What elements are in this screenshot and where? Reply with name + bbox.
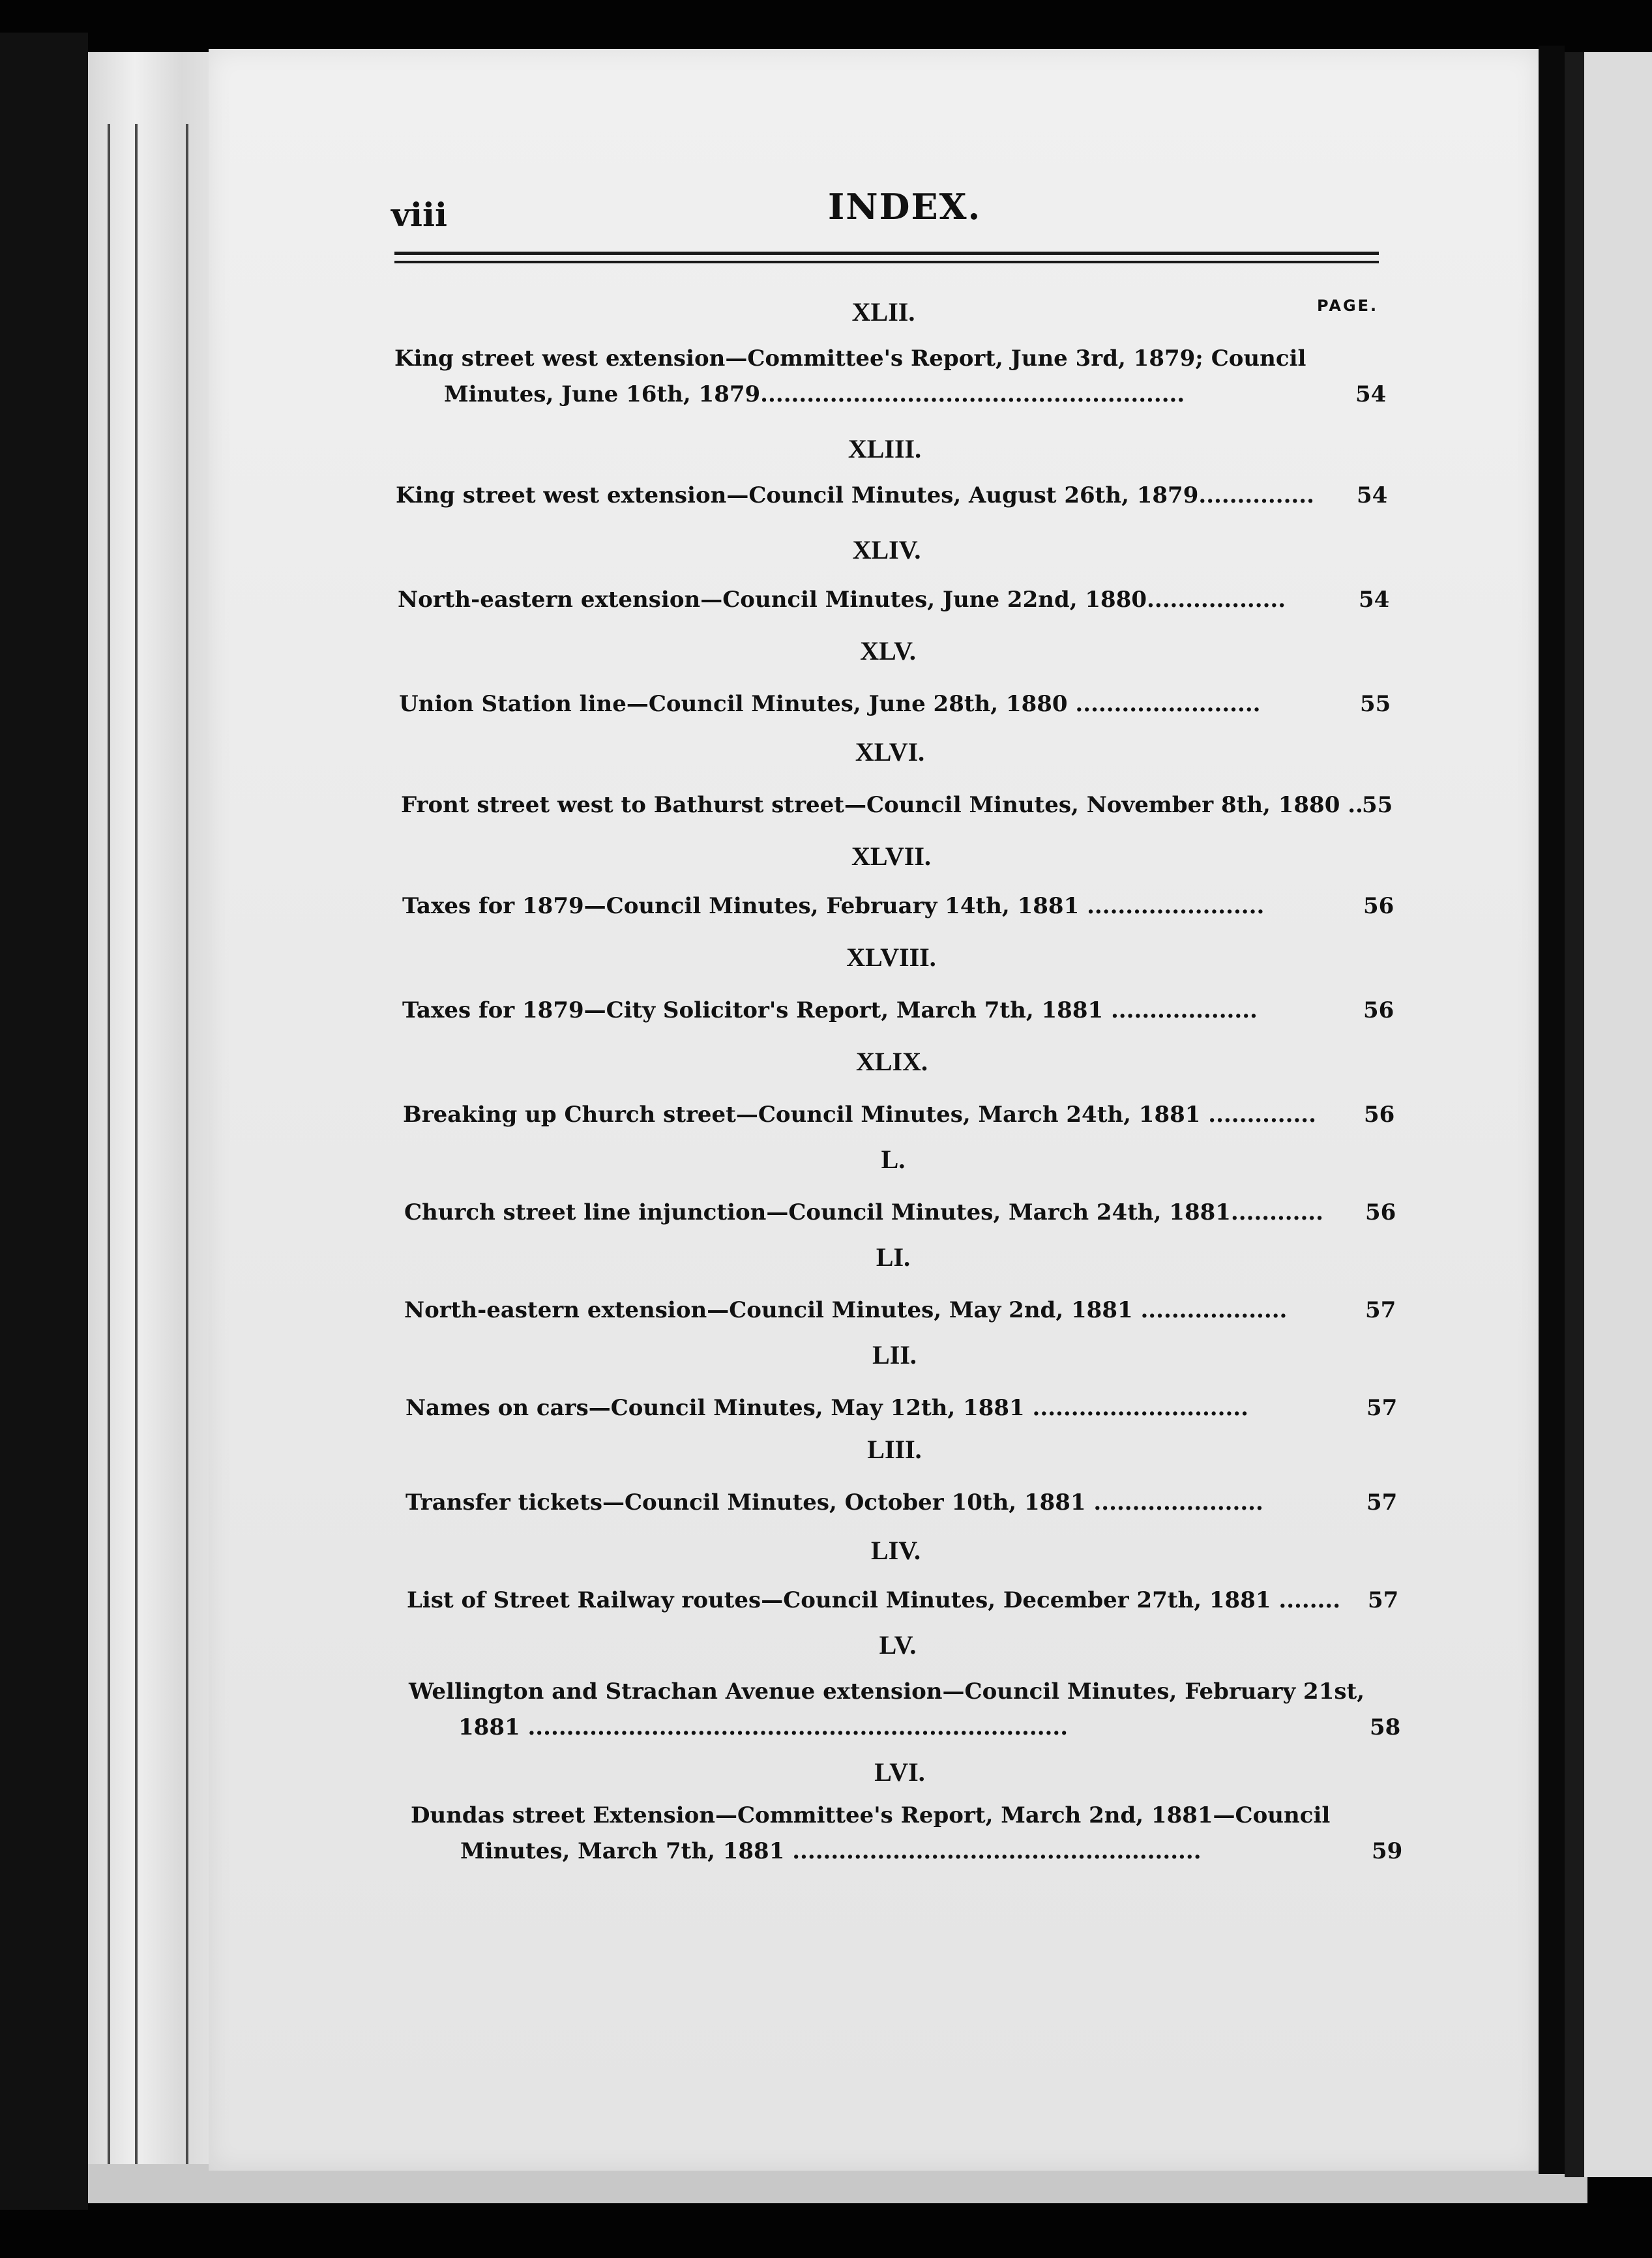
stack-line	[186, 124, 188, 2197]
entry-page-number: 58	[1370, 1714, 1401, 1740]
entry-text-line: North-eastern extension—Council Minutes, June 22nd, 1880..................	[398, 587, 1286, 613]
entry-numeral: XLVI.	[855, 737, 925, 767]
entry-numeral: XLII.	[851, 297, 915, 327]
entry-page-number: 56	[1364, 1102, 1395, 1128]
entry-numeral: XLIII.	[848, 434, 922, 463]
entry-numeral: L.	[881, 1145, 906, 1174]
entry-text-line: Union Station line—Council Minutes, June 28th, 1880 ........................	[399, 691, 1261, 717]
entry-page-number: 56	[1363, 893, 1394, 919]
entry-numeral: LII.	[872, 1340, 917, 1370]
entry-text-line: King street west extension—Council Minutes, August 26th, 1879...............	[396, 482, 1314, 508]
page-number: viii	[391, 196, 448, 234]
entry-text-line: Front street west to Bathurst street—Council Minutes, November 8th, 1880 ..	[401, 792, 1363, 818]
entry-numeral: XLVII.	[851, 842, 931, 871]
entry-page-number: 55	[1362, 792, 1393, 818]
entry-page-number: 54	[1355, 381, 1387, 407]
entry-numeral: XLIV.	[852, 535, 921, 564]
entry-text-line: Taxes for 1879—Council Minutes, February 14th, 1881 .......................	[402, 893, 1265, 919]
entry-page-number: 56	[1363, 997, 1394, 1023]
page-gutter-shadow	[1539, 46, 1565, 2174]
stack-line	[135, 124, 138, 2197]
entry-page-number: 59	[1372, 1838, 1403, 1864]
entry-numeral: LI.	[876, 1242, 911, 1272]
entry-numeral: XLV.	[860, 636, 916, 666]
entry-numeral: LVI.	[874, 1757, 925, 1787]
entry-text-line: Dundas street Extension—Committee's Report, March 2nd, 1881—Council	[411, 1802, 1331, 1828]
entry-text-line: King street west extension—Committee's Report, June 3rd, 1879; Council	[394, 345, 1306, 372]
entry-text-line: Minutes, June 16th, 1879.......................................................	[444, 381, 1185, 407]
entry-text-line: Breaking up Church street—Council Minutes, March 24th, 1881 ..............	[403, 1102, 1316, 1128]
entry-numeral: LV.	[879, 1630, 917, 1660]
entry-page-number: 57	[1366, 1489, 1398, 1516]
entry-page-number: 55	[1360, 691, 1391, 717]
entry-text-line: Names on cars—Council Minutes, May 12th, 1881 ............................	[406, 1395, 1248, 1421]
entry-page-number: 54	[1359, 587, 1390, 613]
entry-numeral: LIII.	[867, 1435, 922, 1464]
entry-text-line: Taxes for 1879—City Solicitor's Report, March 7th, 1881 ...................	[402, 997, 1258, 1023]
entry-page-number: 57	[1365, 1297, 1396, 1323]
facing-page-shadow	[1565, 52, 1584, 2177]
entry-page-number: 56	[1365, 1199, 1396, 1225]
entry-page-number: 54	[1357, 482, 1388, 508]
entry-numeral: XLVIII.	[846, 943, 936, 972]
header-rule	[394, 252, 1379, 255]
entry-text-line: Wellington and Strachan Avenue extension—Council Minutes, February 21st,	[409, 1679, 1365, 1705]
entry-text-line: Church street line injunction—Council Minutes, March 24th, 1881............	[404, 1199, 1323, 1225]
stack-line	[108, 124, 110, 2197]
entry-numeral: XLIX.	[855, 1047, 928, 1076]
entry-text-line: Transfer tickets—Council Minutes, October 10th, 1881 ......................	[406, 1489, 1263, 1516]
entry-text-line: North-eastern extension—Council Minutes, May 2nd, 1881 ...................	[404, 1297, 1288, 1323]
entry-text-line: 1881 ......................................................................	[458, 1714, 1069, 1740]
entry-page-number: 57	[1366, 1395, 1398, 1421]
page-title: INDEX.	[828, 186, 982, 227]
entry-numeral: LIV.	[871, 1536, 921, 1565]
entry-text-line: List of Street Railway routes—Council Minutes, December 27th, 1881 ........	[407, 1587, 1341, 1613]
header-rule	[394, 261, 1379, 263]
entry-text-line: Minutes, March 7th, 1881 .....................................................	[460, 1838, 1202, 1864]
entry-page-number: 57	[1368, 1587, 1399, 1613]
page-column-label: PAGE.	[1317, 297, 1379, 315]
left-gutter	[0, 33, 88, 2210]
